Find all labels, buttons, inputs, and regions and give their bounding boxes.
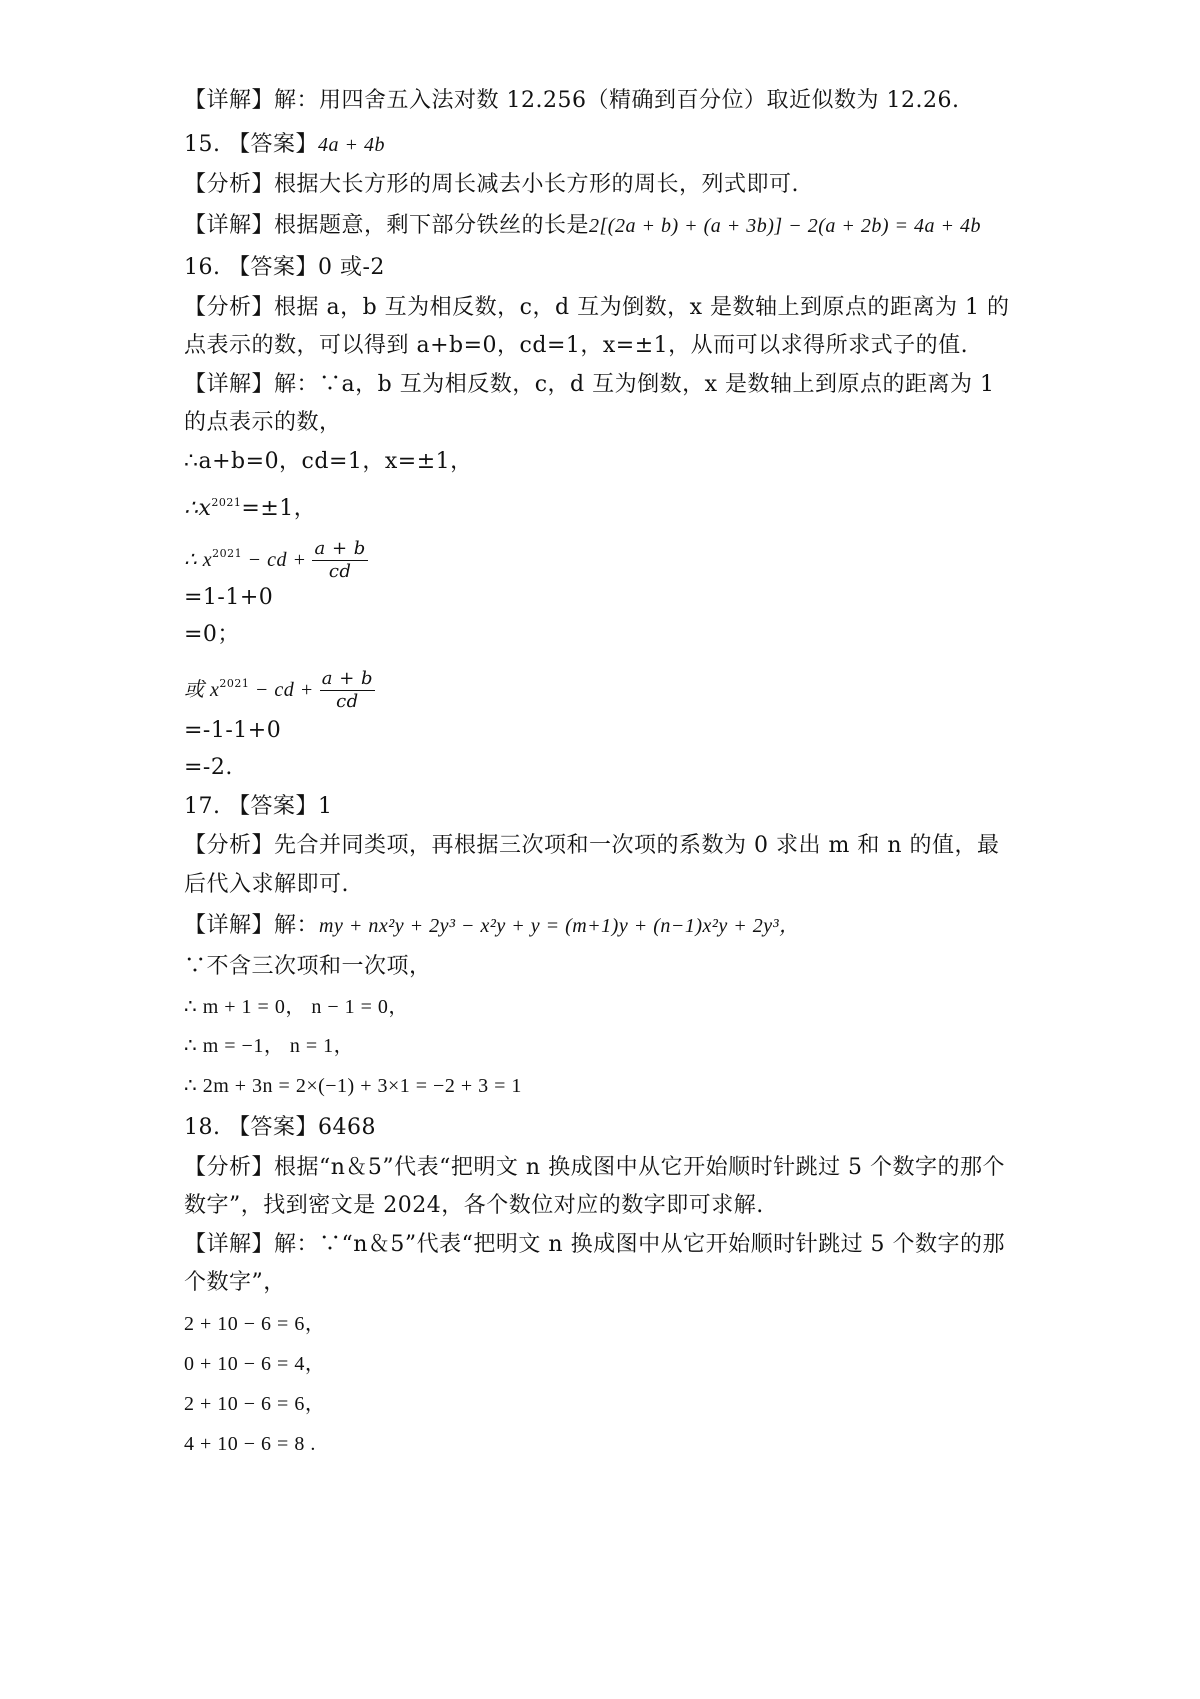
exponent: 2021	[212, 547, 243, 560]
math-expression: 4a + 4b	[317, 134, 385, 156]
formula-suffix: =±1，	[241, 496, 317, 521]
fraction-denominator: cd	[328, 560, 352, 582]
text-line: 后代入求解即可.	[184, 872, 349, 897]
fraction-numerator: a + b	[321, 667, 374, 689]
text-line: 【分析】根据 a，b 互为相反数，c，d 互为倒数，x 是数轴上到原点的距离为 1 的	[184, 295, 1010, 320]
text-line: 16. 【答案】0 或-2	[184, 255, 385, 280]
text-line: ∴ m + 1 = 0， n − 1 = 0，	[184, 996, 409, 1018]
explanation-label: 【详解】解：	[184, 913, 320, 938]
exponent: 2021	[219, 677, 250, 690]
text-line: 【详解】解：用四舍五入法对数 12.256（精确到百分位）取近似数为 12.26.	[184, 88, 960, 113]
exponent: 2021	[211, 496, 242, 509]
fraction-numerator: a + b	[314, 537, 366, 559]
text-line: ∴ m = −1， n = 1，	[184, 1035, 355, 1057]
formula-line	[184, 488, 316, 524]
text-line: 【分析】先合并同类项，再根据三次项和一次项的系数为 0 求出 m 和 n 的值，最	[184, 833, 1000, 858]
text-line: 2 + 10 − 6 = 6，	[184, 1393, 326, 1415]
formula-suffix: − cd +	[242, 549, 307, 571]
formula-line	[184, 660, 375, 714]
text-line: 个数字”，	[184, 1270, 286, 1295]
text-line: ∴a+b=0，cd=1，x=±1，	[184, 449, 473, 474]
text-line: =0；	[184, 622, 240, 647]
formula-line	[184, 530, 368, 584]
explanation-line	[184, 211, 981, 241]
explanation-line	[184, 911, 800, 941]
fraction	[320, 668, 375, 713]
text-line: ∵不含三次项和一次项，	[184, 954, 432, 979]
answer-line	[184, 130, 385, 160]
answer-label: 15. 【答案】	[184, 132, 318, 157]
text-line: =-2.	[184, 755, 233, 780]
formula-prefix: ∴x	[184, 496, 212, 521]
text-line: 点表示的数，可以得到 a+b=0，cd=1，x=±1，从而可以求得所求式子的值.	[184, 333, 969, 358]
explanation-label: 【详解】根据题意，剩下部分铁丝的长是	[184, 213, 590, 238]
text-line: 数字”，找到密文是 2024，各个数位对应的数字即可求解.	[184, 1193, 764, 1218]
formula-prefix: ∴ x	[184, 549, 213, 571]
text-line: 的点表示的数，	[184, 410, 342, 435]
text-line: 2 + 10 − 6 = 6，	[184, 1313, 326, 1335]
text-line: 17. 【答案】1	[184, 794, 333, 819]
text-line: 【详解】解：∵“n＆5”代表“把明文 n 换成图中从它开始顺时针跳过 5 个数字的那	[184, 1232, 1006, 1257]
text-line: 0 + 10 − 6 = 4，	[184, 1353, 326, 1375]
text-line: 【分析】根据大长方形的周长减去小长方形的周长，列式即可.	[184, 172, 799, 197]
math-expression: my + nx²y + 2y³ − x²y + y = (m+1)y + (n−1)x²y + 2y³，	[319, 915, 800, 937]
text-line: 【分析】根据“n＆5”代表“把明文 n 换成图中从它开始顺时针跳过 5 个数字的那个	[184, 1155, 1006, 1180]
fraction	[312, 538, 367, 583]
text-line: ∴ 2m + 3n = 2×(−1) + 3×1 = −2 + 3 = 1	[184, 1075, 522, 1097]
text-line: 【详解】解：∵a，b 互为相反数，c，d 互为倒数，x 是数轴上到原点的距离为 1	[184, 372, 995, 397]
formula-prefix: 或 x	[184, 679, 220, 701]
text-line: 18. 【答案】6468	[184, 1115, 376, 1140]
math-expression: 2[(2a + b) + (a + 3b)] − 2(a + 2b) = 4a + 4b	[589, 215, 982, 237]
text-line: =1-1+0	[184, 585, 274, 610]
fraction-denominator: cd	[336, 690, 359, 712]
formula-suffix: − cd +	[249, 679, 314, 701]
text-line: 4 + 10 − 6 = 8 .	[184, 1433, 316, 1455]
text-line: =-1-1+0	[184, 718, 282, 743]
